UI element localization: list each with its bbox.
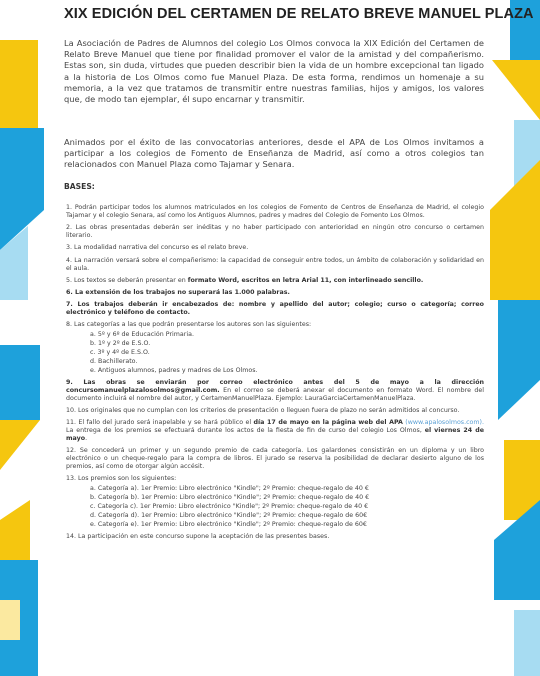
base-item-11 xyxy=(66,419,484,443)
base-item-10 xyxy=(66,407,484,415)
apa-website-link[interactable]: (www.apalosolmos.com). xyxy=(402,419,484,427)
base-item-14 xyxy=(66,533,484,541)
base-item-4 xyxy=(66,257,484,273)
bases-list xyxy=(66,204,484,545)
base-text-bold: 7. Los trabajos deberán ir encabezados de: nombre y apellido del autor; colegio; curso o categoría; correo electrónico y teléfono de contacto. xyxy=(66,301,484,317)
base-text-bold: 9. Las obras se enviarán por correo electrónico antes del 5 de mayo a la dirección concursomanuelplazalosolmos@gmail.com. xyxy=(66,378,484,394)
category-item: d. Bachillerato. xyxy=(90,357,138,365)
base-text: La entrega de los premios se efectuará durante los actos de la fiesta de fin de curso del colegio Los Olmos, xyxy=(66,427,425,435)
category-item: b. 1º y 2º de E.S.O. xyxy=(90,340,151,348)
base-text-bold: formato Word, escritos en letra Arial 11, con interlineado sencillo. xyxy=(187,276,424,284)
category-item: e. Antiguos alumnos, padres y madres de Los Olmos. xyxy=(90,366,258,374)
base-item-13 xyxy=(66,475,484,528)
base-text: 2. Las obras presentadas deberán ser inéditas y no haber participado con anterioridad en ningún otro concurso o certamen literario. xyxy=(66,224,484,240)
intro-paragraph-2: Animados por el éxito de las convocatorias anteriores, desde el APA de Los Olmos invitamos a participar a los colegios de Fomento de Enseñanza de Madrid, así como a otros colegios tan relacionados con Manuel Plaza como Tajamar y Senara. xyxy=(64,137,484,170)
prize-list xyxy=(90,485,484,528)
prize-item: d. Categoría d). 1er Premio: Libro electrónico "Kindle"; 2º Premio: cheque-regalo de 60€ xyxy=(90,511,368,519)
base-text-bold: día 17 de mayo en la página web del APA xyxy=(253,419,403,427)
base-text: En el correo se deberá anexar el documento en formato Word. El nombre del documento incluirá el nombre del autor, y CertamenManuelPlaza. Ejemplo: LauraGarciaCertamenManuelPlaza. xyxy=(66,386,484,402)
base-text: 5. Los textos se deberán presentar en xyxy=(66,276,188,284)
category-list xyxy=(90,331,484,374)
base-text: 12. Se concederá un primer y un segundo premio de cada categoría. Los galardones consistirán en un diploma y un libro electrónico o un cheque-regalo para la compra de libros. El jurado se reserva la posibilidad de declarar desierto alguno de los premios, así como de otorgar algún accésit. xyxy=(66,447,484,471)
base-item-1 xyxy=(66,204,484,220)
base-text-bold: 6. La extensión de los trabajos no superará las 1.000 palabras. xyxy=(66,288,290,296)
base-text: 11. El fallo del jurado será inapelable y se hará público el xyxy=(66,419,254,427)
base-item-3 xyxy=(66,244,484,252)
base-text: 1. Podrán participar todos los alumnos matriculados en los colegios de Fomento de Centros de Enseñanza de Madrid, el colegio Tajamar y el colegio Senara, así como los Antiguos Alumnos, padres y madres del Colegio de Fomento Los Olmos. xyxy=(66,204,484,219)
prize-item: e. Categoría e). 1er Premio: Libro electrónico "Kindle"; 2º Premio: cheque-regalo de 60€ xyxy=(90,520,367,528)
prize-item: c. Categoría c). 1er Premio: Libro electrónico "Kindle"; 2º Premio: cheque-regalo de 40 € xyxy=(90,503,369,511)
category-item: c. 3º y 4º de E.S.O. xyxy=(90,348,150,356)
base-text: 13. Los premios son los siguientes: xyxy=(66,475,177,483)
base-text-bold: el viernes 24 de mayo xyxy=(66,427,484,443)
base-text: . xyxy=(85,435,88,443)
document-page xyxy=(56,0,534,676)
bases-heading: BASES: xyxy=(64,182,95,191)
base-item-5 xyxy=(66,277,484,285)
decorative-shapes-right xyxy=(484,0,540,676)
base-text: 3. La modalidad narrativa del concurso es el relato breve. xyxy=(66,244,249,252)
base-item-6 xyxy=(66,289,484,297)
base-item-2 xyxy=(66,224,484,240)
base-item-7 xyxy=(66,301,484,317)
intro-paragraph-1: La Asociación de Padres de Alumnos del colegio Los Olmos convoca la XIX Edición del Certamen de Relato Breve Manuel que tiene por finalidad promover el valor de la amistad y del compañerismo. Estas son, sin duda, virtudes que pueden describir bien la vida de un hombre excepcional tan ligado a la historia de Los Olmos como fue Manuel Plaza. De esta forma, rendimos un homenaje a su memoria, a la vez que tratamos de transmitir entre nuestras familias, hijos y amigos, los valores que, de modo tan ejemplar, él supo encarnar y transmitir. xyxy=(64,38,484,105)
base-text: 10. Los originales que no cumplan con los criterios de presentación o lleguen fuera de plazo no serán admitidos al concurso. xyxy=(66,406,460,414)
decorative-shapes-left xyxy=(0,0,58,676)
page-title: XIX EDICIÓN DEL CERTAMEN DE RELATO BREVE MANUEL PLAZA xyxy=(64,6,534,22)
prize-item: a. Categoría a). 1er Premio: Libro electrónico "Kindle"; 2º Premio: cheque-regalo de 40 € xyxy=(90,485,369,493)
base-text: 8. Las categorías a las que podrán presentarse los autores son las siguientes: xyxy=(66,321,312,329)
category-item: a. 5º y 6º de Educación Primaria. xyxy=(90,331,194,339)
base-text: 14. La participación en este concurso supone la aceptación de las presentes bases. xyxy=(66,532,330,540)
prize-item: b. Categoría b). 1er Premio: Libro electrónico "Kindle"; 2º Premio: cheque-regalo de 40 € xyxy=(90,494,370,502)
base-item-9 xyxy=(66,379,484,403)
base-text: 4. La narración versará sobre el compañerismo: la capacidad de conseguir entre todos, un ámbito de colaboración y solidaridad en el aula. xyxy=(66,256,484,272)
base-item-8 xyxy=(66,321,484,374)
base-item-12 xyxy=(66,447,484,471)
